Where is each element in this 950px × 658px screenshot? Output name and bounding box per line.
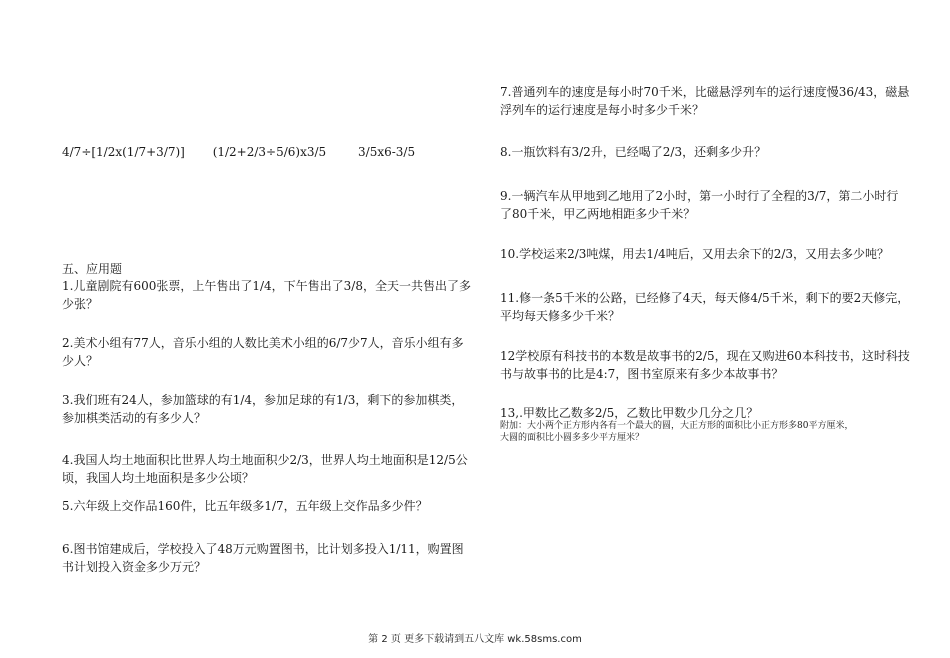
problem-4: 4.我国人均土地面积比世界人均土地面积少2/3，世界人均土地面积是12/5公顷，我国人均土地面积是多少公顷？: [62, 453, 468, 485]
expression-1: 4/7÷[1/2x(1/7+3/7)]: [62, 145, 185, 159]
problem-2: 2.美术小组有77人，音乐小组的人数比美术小组的6/7少7人，音乐小组有多少人？: [62, 336, 464, 368]
problem-10: 10.学校运来2/3吨煤，用去1/4吨后，又用去余下的2/3，又用去多少吨？: [500, 247, 890, 261]
expression-row: [62, 143, 474, 161]
section-title: 五、应用题: [62, 262, 123, 276]
problem-13: 13,.甲数比乙数多2/5，乙数比甲数少几分之几？: [500, 406, 759, 420]
page-footer: 第 2 页 更多下载请到五八文库 wk.58sms.com: [368, 634, 582, 645]
problem-6: 6.图书馆建成后，学校投入了48万元购置图书，比计划多投入1/11，购置图书计划投入资金多少万元？: [62, 542, 464, 574]
problem-5: 5.六年级上交作品160件，比五年级多1/7，五年级上交作品多少件？: [62, 499, 428, 513]
problem-8: 8.一瓶饮料有3/2升，已经喝了2/3，还剩多少升？: [500, 145, 767, 159]
problem-7: 7.普通列车的速度是每小时70千米，比磁悬浮列车的运行速度慢36/43，磁悬浮列车的运行速度是每小时多少千米？: [500, 85, 910, 117]
annex-problem: 附加：大小两个正方形内各有一个最大的圆，大正方形的面积比小正方形多80平方厘米，大圆的面积比小圆多多少平方厘米？: [500, 421, 854, 443]
expression-3: 3/5x6-3/5: [358, 145, 416, 159]
problem-11: 11.修一条5千米的公路，已经修了4天，每天修4/5千米，剩下的要2天修完，平均每天修多少千米？: [500, 291, 910, 323]
problem-1: 1.儿童剧院有600张票，上午售出了1/4，下午售出了3/8，全天一共售出了多少张？: [62, 279, 471, 311]
problem-12: 12学校原有科技书的本数是故事书的2/5，现在又购进60本科技书，这时科技书与故事书的比是4:7，图书室原来有多少本故事书？: [500, 349, 910, 381]
expression-2: (1/2+2/3÷5/6)x3/5: [212, 145, 327, 159]
problem-9: 9.一辆汽车从甲地到乙地用了2小时，第一小时行了全程的3/7，第二小时行了80千米，甲乙两地相距多少千米？: [500, 189, 899, 221]
problem-3: 3.我们班有24人，参加篮球的有1/4，参加足球的有1/3，剩下的参加棋类，参加棋类活动的有多少人？: [62, 393, 464, 425]
